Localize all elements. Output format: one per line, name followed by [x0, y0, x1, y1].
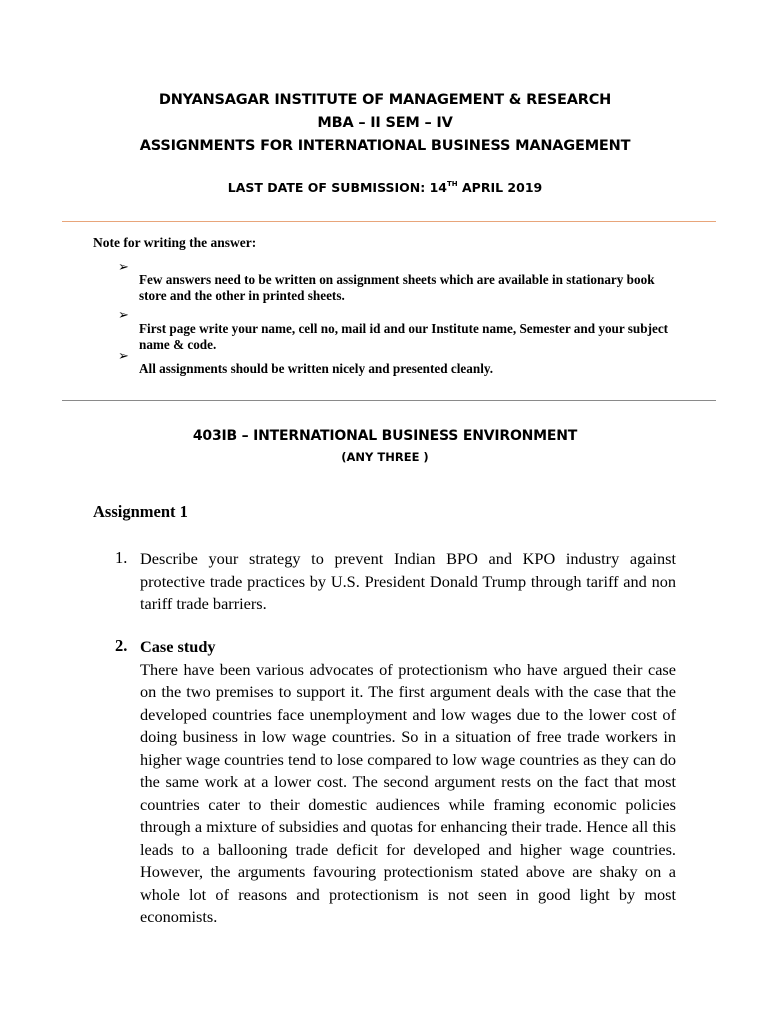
- note-item: First page write your name, cell no, mail id and our Institute name, Semester and your subject name & code.: [139, 321, 669, 352]
- submission-date-suffix: APRIL 2019: [457, 180, 543, 195]
- assignment-heading: Assignment 1: [93, 502, 188, 521]
- case-study-text: There have been various advocates of protectionism who have argued their case on the two premises to support it. The first argument deals with the case that the developed countries face unemployment and low wages due to the lower cost of doing business in low wage countries. So in a situation of free trade workers in higher wage countries tend to lose compared to low wage countries as they can do the same work at a lower cost. The second argument rests on the fact that most countries cater to their domestic audiences while framing economic policies through a mixture of subsidies and quotas for enhancing their trade. Hence all this leads to a ballooning trade deficit for developed and higher wage countries. However, the arguments favouring protectionism stated above are shaky on a whole lot of reasons and protectionism is not seen in good light by most economists.: [140, 659, 676, 926]
- question-text: Describe your strategy to prevent Indian BPO and KPO industry against protective trade practices by U.S. President Donald Trump through tariff and non tariff trade barriers.: [140, 549, 676, 613]
- case-study-block: [140, 636, 676, 929]
- bullet-arrow-icon: ➢: [118, 348, 129, 363]
- note-title: Note for writing the answer:: [93, 235, 257, 250]
- submission-date-ordinal: TH: [447, 179, 458, 188]
- program-line: MBA – II SEM – IV: [317, 115, 453, 131]
- submission-date-prefix: LAST DATE OF SUBMISSION: 14: [227, 180, 447, 195]
- subject-subtitle: (ANY THREE ): [341, 450, 429, 464]
- note-item: Few answers need to be written on assignment sheets which are available in stationary book store and the other in printed sheets.: [139, 272, 655, 303]
- note-item: All assignments should be written nicely and presented cleanly.: [139, 361, 494, 376]
- bullet-arrow-icon: ➢: [118, 259, 129, 274]
- case-study-title: Case study: [140, 637, 216, 656]
- submission-date: [0, 180, 770, 195]
- bullet-arrow-icon: ➢: [118, 307, 129, 322]
- subject-title: 403IB – INTERNATIONAL BUSINESS ENVIRONMENT: [192, 428, 578, 444]
- assignments-title: ASSIGNMENTS FOR INTERNATIONAL BUSINESS MANAGEMENT: [139, 138, 631, 154]
- note-divider: [62, 400, 716, 401]
- question-number: 2.: [115, 636, 128, 655]
- header-divider: [62, 221, 716, 222]
- question-number: 1.: [115, 548, 128, 567]
- institute-name: DNYANSAGAR INSTITUTE OF MANAGEMENT & RESEARCH: [158, 92, 612, 108]
